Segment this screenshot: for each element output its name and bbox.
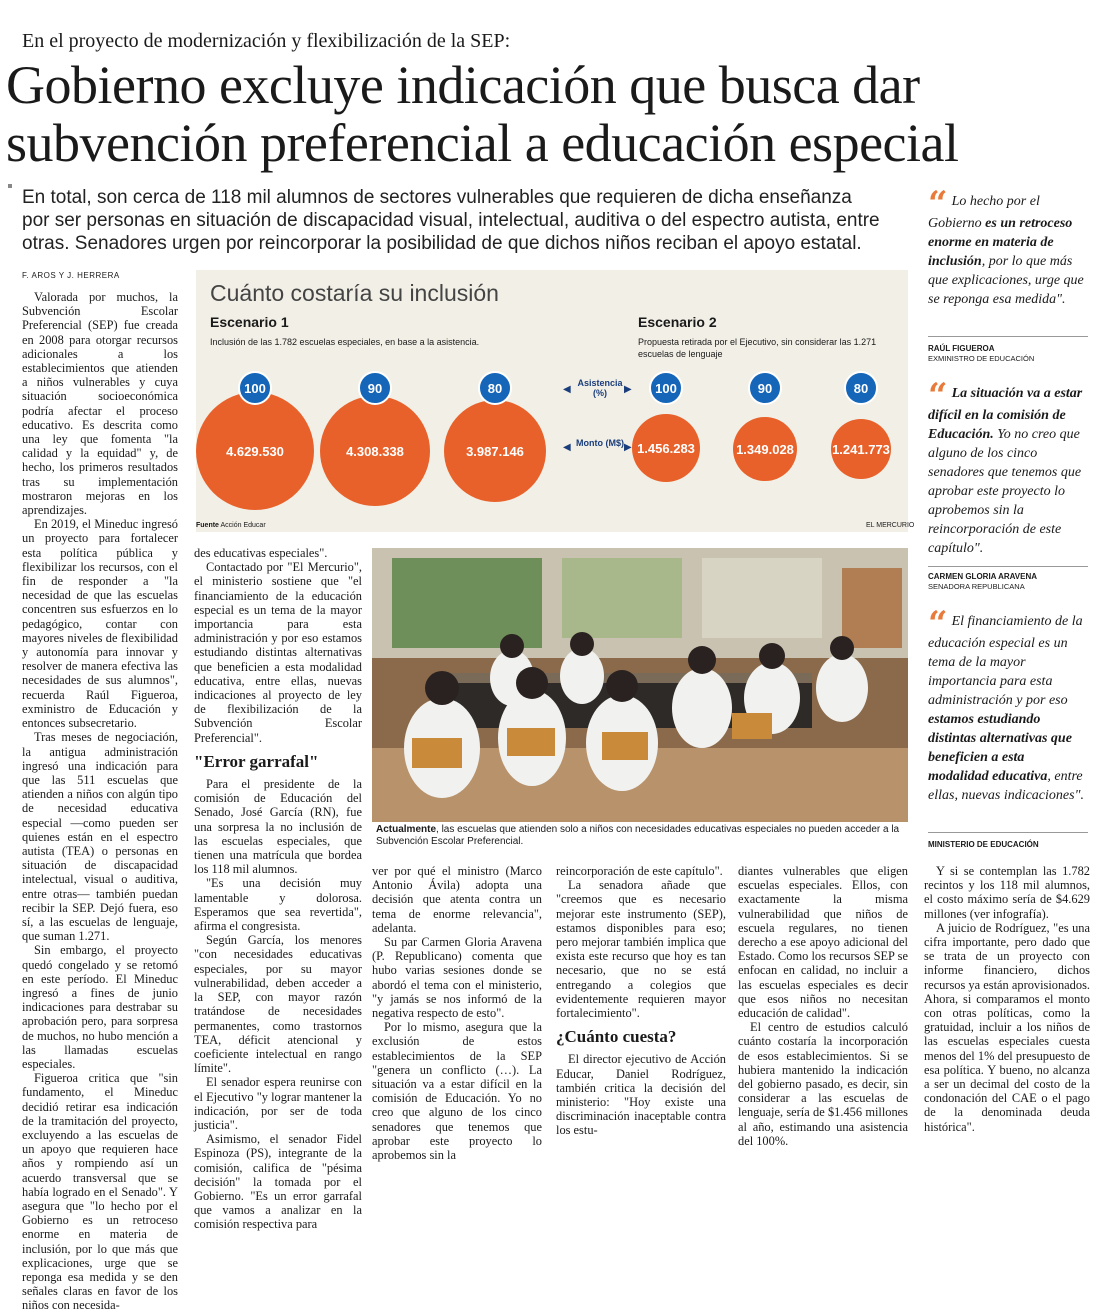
byline: F. AROS Y J. HERRERA	[22, 271, 120, 280]
divider	[928, 566, 1088, 567]
pull-quote-2: “ La situación va a estar difícil en la comisión de Educación. Yo no creo que alguno de los cinco senadores que tenemos que aprobar este proyecto lo aprobemos sin la reincorporación de este capítulo".	[928, 376, 1083, 556]
pct-value: 80	[487, 380, 503, 396]
headline-line-2: subvención preferencial a educación especial	[6, 113, 959, 173]
arrow-left-icon: ◀	[563, 384, 571, 395]
paragraph: El senador espera reunirse con el Ejecutivo "y lograr mantener la indicación, por ser de toda justicia".	[194, 1075, 362, 1132]
pct-value: 80	[853, 380, 869, 396]
pct-value: 100	[244, 380, 266, 396]
monto-circle-s1-80	[444, 400, 546, 502]
paragraph: Por lo mismo, asegura que la exclusión de estos establecimientos de la SEP "genera un conflicto (…). La situación va a estar difícil en la comisión de Educación. Yo no creo que alguno de los cinco senadores que tenemos que aprobar este proyecto lo aprobemos sin la	[372, 1020, 542, 1163]
paragraph: El director ejecutivo de Acción Educar, Daniel Rodríguez, también critica la decisión del ministerio: "Hoy existe una discriminación inaceptable contra los estu-	[556, 1052, 726, 1138]
paragraph: En 2019, el Mineduc ingresó un proyecto para fortalecer esta política pública y flexibilizar los recursos, con el fin de responder a "la necesidad de que las escuelas concentren sus esfuerzos en lo pedagógico, contar con mayores niveles de flexibilidad y autonomía para innovar y resolver de manera efectiva las necesidades de sus alumnos", recuerda Raúl Figueroa, exministro de Educación y entonces subsecretario.	[22, 517, 178, 731]
column-4	[556, 864, 726, 1138]
monto-value: 1.349.028	[736, 441, 794, 457]
classroom-photo	[372, 548, 908, 822]
pct-badge-s1-100	[238, 371, 272, 405]
column-3	[372, 864, 542, 1162]
monto-circle-s1-100	[196, 392, 314, 510]
paragraph: Figueroa critica que "sin fundamento, el Mineduc decidió retirar esa indicación de la tramitación del proyecto, excluyendo a las escuelas de un apoyo que requieren hace años y rompiendo así un acuerdo transversal que se había logrado en el Senado". Y asegura que "lo hecho por el Gobierno es un retroceso enorme en materia de inclusión, por lo que más que explicaciones, urge que se reponga esa medida y se den señales claras en favor de los niños con necesida-	[22, 1071, 178, 1313]
monto-value: 4.629.530	[226, 443, 284, 459]
paragraph: Para el presidente de la comisión de Educación del Senado, José García (RN), fue una sorpresa la no inclusión de las escuelas especiales, que tienen una matrícula que bordea los 118 mil alumnos.	[194, 777, 362, 877]
classroom-photo-illustration	[372, 548, 908, 822]
column-2	[194, 546, 362, 1232]
monto-value: 3.987.146	[466, 443, 524, 459]
pct-badge-s2-80	[844, 371, 878, 405]
arrow-left-icon: ◀	[563, 442, 571, 453]
pct-badge-s1-80	[478, 371, 512, 405]
lead-bullet	[8, 184, 12, 188]
pct-value: 100	[655, 380, 677, 396]
monto-circle-s2-80	[831, 419, 891, 479]
quote-2-name: CARMEN GLORIA ARAVENA	[928, 572, 1038, 581]
paragraph: Valorada por muchos, la Subvención Escolar Preferencial (SEP) fue creada en 2008 para otorgar recursos adicionales a los establecimientos que atienden a niños vulnerables y cuya situación socioeconómica podría afectar el proceso educativo. Es descrita como una ley que fomenta "la calidad y la equidad" y, de hecho, los primeros resultados tras su implementación mostraron mejoras en los aprendizajes.	[22, 290, 178, 518]
paragraph: Contactado por "El Mercurio", el ministerio sostiene que "el financiamiento de la educación especial es un tema de la mayor importancia para esta administración y por eso estamos estudiando distintas alternativas que beneficien a esta modalidad educativa, entre ellas, nuevas indicaciones al proyecto de ley de flexibilización de la Subvención Escolar Preferencial".	[194, 560, 362, 745]
column-1	[22, 290, 178, 1313]
paragraph: ver por qué el ministro (Marco Antonio Ávila) adopta una decisión que atenta contra un tema de enorme relevancia", adelanta.	[372, 864, 542, 935]
paragraph: A juicio de Rodríguez, "es una cifra importante, pero dado que se trata de un proyecto con informe financiero, dichos recursos ya están aprovisionados. Ahora, si comparamos el monto con otras políticas, como la gratuidad, incluir a los niños de las escuelas especiales cuesta menos del 1% del presupuesto de esa política. Y bueno, no alcanza a ser un decimal del costo de la condonación del CAE o el pago de la denominada deuda histórica".	[924, 920, 1090, 1134]
asistencia-label: Asistencia (%)	[577, 378, 623, 398]
paragraph: Y si se contemplan las 1.782 recintos y los 118 mil alumnos, el costo máximo sería de $4.629 millones (ver infografía).	[924, 864, 1090, 921]
paragraph: Asimismo, el senador Fidel Espinoza (PS), integrante de la comisión, califica de "pésima decisión" la tomada por el Gobierno. "Es un error garrafal que vamos a analizar en la comisión respectiva para	[194, 1132, 362, 1232]
subhead-cuanto-cuesta: ¿Cuánto cuesta?	[556, 1027, 677, 1047]
paragraph: El centro de estudios calculó cuánto costaría la incorporación de esos establecimientos. Si se hubiera mantenido la indicación del gobierno pasado, es decir, sin considerar a las escuelas de lenguaje, sería de $1.456 millones al año, estimando una asistencia del 100%.	[738, 1020, 908, 1148]
quote-mark-icon: “	[928, 604, 948, 644]
pct-badge-s2-90	[748, 371, 782, 405]
paragraph: La senadora añade que "creemos que es necesario mejorar este instrumento (SEP), estamos disponibles para eso; pero mejorar también implica que exista este recurso que hoy es tan necesario, que no se está entregando a colegios que evidentemente requieren mayor fortalecimiento".	[556, 878, 726, 1021]
arrow-right-icon: ▶	[624, 384, 632, 395]
paragraph: des educativas especiales".	[194, 546, 328, 560]
monto-value: 1.241.773	[832, 441, 890, 457]
quote-2-role: SENADORA REPUBLICANA	[928, 582, 1025, 591]
kicker: En el proyecto de modernización y flexibilización de la SEP:	[22, 30, 511, 52]
infographic-title: Cuánto costaría su inclusión	[210, 280, 499, 306]
headline-line-1: Gobierno excluye indicación que busca dar	[6, 55, 920, 115]
infographic	[196, 270, 908, 532]
paragraph: Según García, los menores "con necesidades educativas especiales, por su mayor vulnerabilidad, deben acceder a la SEP, con mayor razón tratándose de necesidades permanentes, como trastornos TEA, déficit atencional y coeficiente intelectual en rango límite".	[194, 933, 362, 1076]
divider	[928, 336, 1088, 337]
scenario-2-desc: Propuesta retirada por el Ejecutivo, sin considerar las 1.271 escuelas de lenguaje	[638, 337, 877, 359]
column-6	[924, 864, 1090, 1134]
pct-value: 90	[757, 380, 773, 396]
paragraph: Tras meses de negociación, la antigua administración ingresó una indicación para que las 511 escuelas que atienden a niños con algún tipo de necesidad educativa especial —como pueden ser quienes están en el espectro autista (TEA) o personas en situación de discapacidad intelectual, visual o auditiva, entre otras— también puedan recibir la SEP. Dejó fuera, eso sí, a las escuelas de lenguaje, que suman 1.271.	[22, 730, 178, 944]
photo-caption: Actualmente, las escuelas que atienden solo a niños con necesidades educativas especiales no pueden acceder a la Subvención Escolar Preferencial.	[376, 824, 900, 847]
monto-label: Monto (M$)	[576, 438, 624, 448]
paragraph: Su par Carmen Gloria Aravena (P. Republicano) comenta que hubo varias sesiones donde se abordó el tema con el ministerio, "y jamás se nos informó de la negativa respecto de esto".	[372, 935, 542, 1021]
paragraph: "Es una decisión muy lamentable y dolorosa. Esperamos que sea revertida", afirma el congresista.	[194, 876, 362, 934]
pct-badge-s2-100	[649, 371, 683, 405]
arrow-right-icon: ▶	[624, 442, 632, 453]
scenario-1-title: Escenario 1	[210, 314, 289, 330]
pull-quote-1: “ Lo hecho por el Gobierno es un retroceso enorme en materia de inclusión, por lo que más que explicaciones, urge que se reponga esa medida".	[928, 184, 1084, 307]
headline	[6, 56, 1086, 172]
divider	[928, 832, 1088, 833]
lead: En total, son cerca de 118 mil alumnos de sectores vulnerables que requieren de dicha enseñanza por ser personas en situación de discapacidad visual, intelectual, auditiva o del espectro autista, entre otras. Senadores urgen por reincorporar la posibilidad de que dichos niños reciban el apoyo estatal.	[22, 187, 880, 254]
infographic-source: Fuente Acción Educar	[196, 522, 266, 529]
paragraph: reincorporación de este capítulo".	[556, 864, 723, 878]
paragraph: Sin embargo, el proyecto quedó congelado y se retomó en este período. El Mineduc ingresó a fines de junio indicaciones para destrabar su aprobación pero, para sorpresa de muchos, no hubo mención a las llamadas escuelas especiales.	[22, 943, 178, 1071]
quote-3-name: MINISTERIO DE EDUCACIÓN	[928, 840, 1039, 849]
monto-value: 4.308.338	[346, 443, 404, 459]
monto-value: 1.456.283	[637, 440, 695, 456]
pct-badge-s1-90	[358, 371, 392, 405]
scenario-2-title: Escenario 2	[638, 314, 717, 330]
quote-1-role: EXMINISTRO DE EDUCACIÓN	[928, 354, 1035, 363]
scenario-1-desc: Inclusión de las 1.782 escuelas especiales, en base a la asistencia.	[210, 337, 480, 347]
monto-circle-s2-90	[733, 417, 797, 481]
quote-mark-icon: “	[928, 184, 948, 224]
pull-quote-3: “ El financiamiento de la educación especial es un tema de la mayor importancia para esta administración y por eso estamos estudiando distintas alternativas que beneficien a esta modalidad educativa, entre ellas, nuevas indicaciones".	[928, 604, 1084, 803]
quote-mark-icon: “	[928, 376, 948, 416]
monto-circle-s1-90	[320, 396, 430, 506]
paragraph: diantes vulnerables que eligen escuelas especiales. Ellos, con exactamente la misma vulnerabilidad que niños de escuela regulares, no tienen derecho a ese apoyo adicional del Estado. Como los recursos SEP se enfocan en calidad, no incluir a las escuelas especiales es decir que esos niños no necesitan educación de calidad".	[738, 864, 908, 1021]
monto-circle-s2-100	[632, 414, 700, 482]
column-5	[738, 864, 908, 1148]
pct-value: 90	[367, 380, 383, 396]
infographic-credit: EL MERCURIO	[866, 522, 915, 529]
subhead-error-garrafal: "Error garrafal"	[194, 751, 319, 771]
quote-1-name: RAÚL FIGUEROA	[928, 344, 995, 353]
